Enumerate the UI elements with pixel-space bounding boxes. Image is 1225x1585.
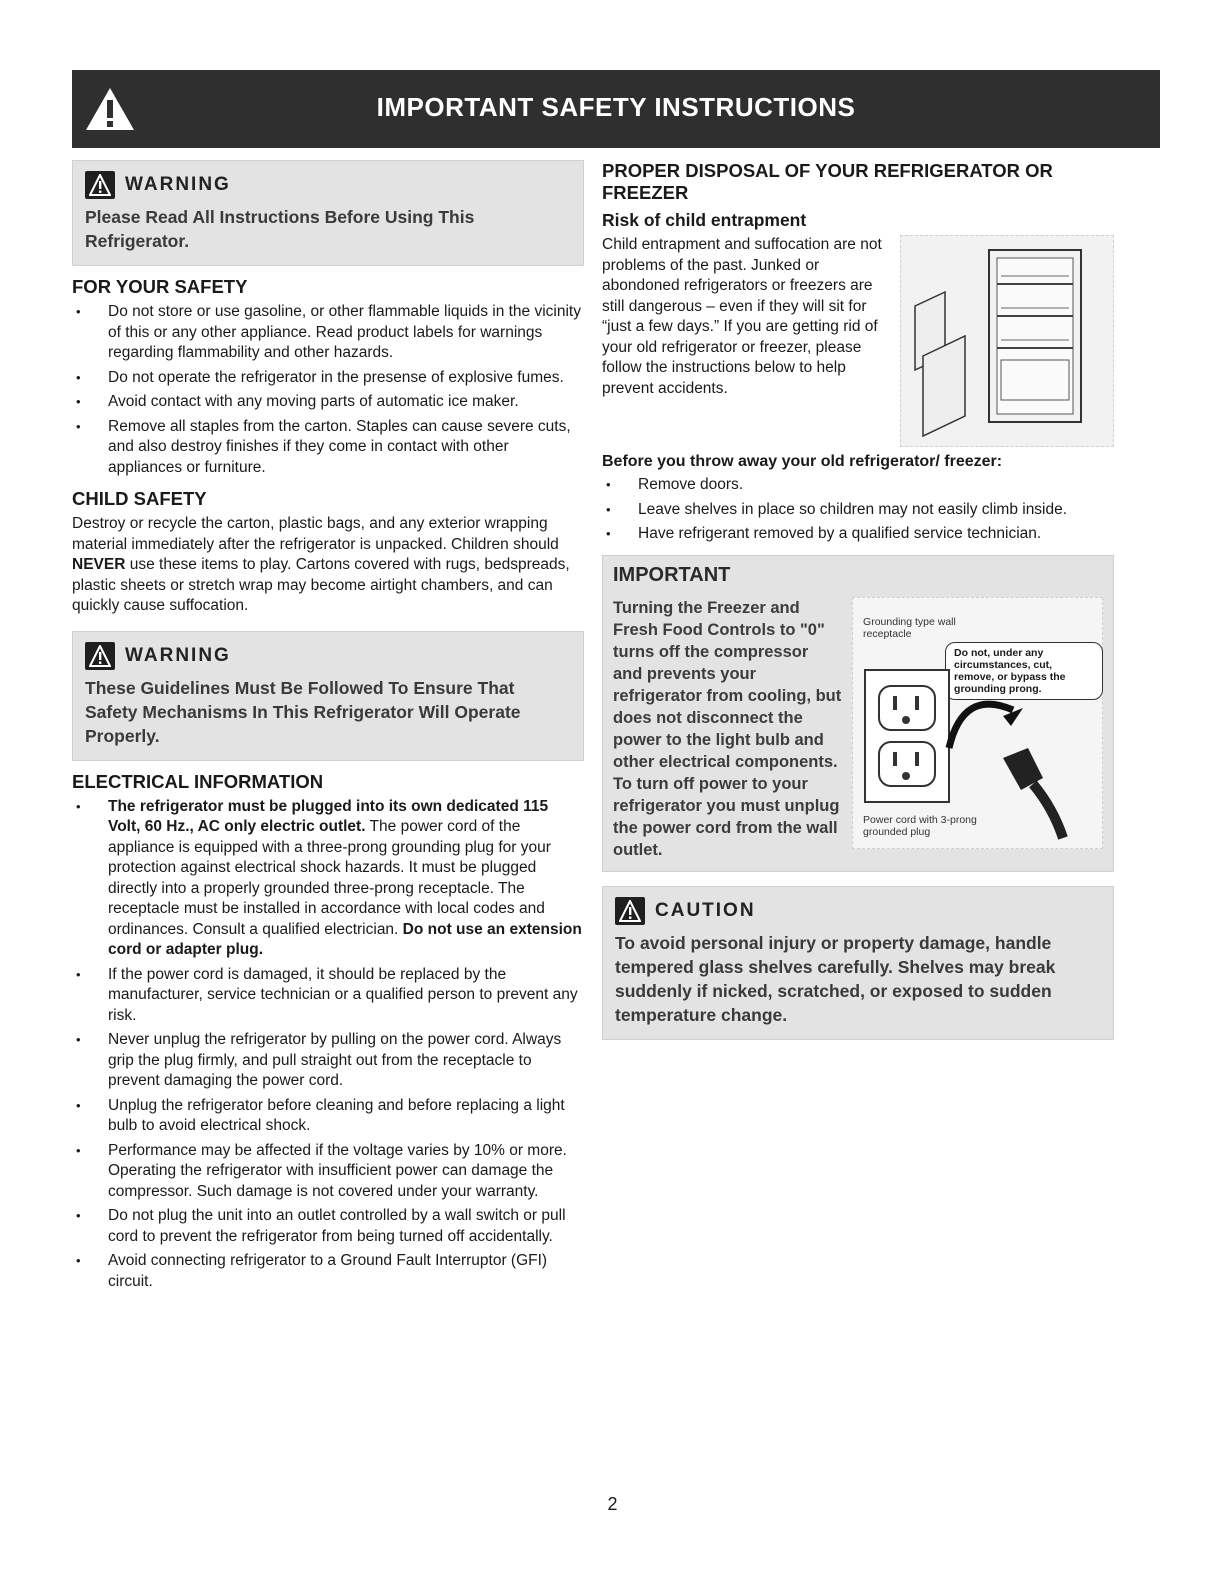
alert-icon <box>85 642 115 670</box>
child-safety-text: Destroy or recycle the carton, plastic bags, and any exterior wrapping material immediately after the refrigerator is unpacked. Children should NEVER use these items to play. Cartons covered with rugs, bedspreads, plastic sheets or stretch wrap may become airtight chambers, and can quickly cause suffocation. <box>72 515 570 614</box>
important-text: Turning the Freezer and Fresh Food Controls to "0" turns off the compressor and prevents your refrigerator from cooling, but does not disconnect the power to the light bulb and other electrical components. To turn off power to your refrigerator you must unplug the power cord from the wall outlet. <box>613 598 842 859</box>
right-column <box>602 160 1114 1050</box>
list-item: • Never unplug the refrigerator by pulling on the power cord. Always grip the plug firmly, and pull straight out from the receptacle to prevent damaging the power cord. <box>72 1030 584 1092</box>
warning-box-read-instructions <box>72 160 584 266</box>
banner-title: IMPORTANT SAFETY INSTRUCTIONS <box>376 92 856 122</box>
left-column <box>72 160 584 1296</box>
header-banner <box>72 70 1160 148</box>
list-item: • Unplug the refrigerator before cleaning and before replacing a light bulb to avoid electrical shock. <box>72 1096 584 1137</box>
your-safety-heading: FOR YOUR SAFETY <box>72 276 248 297</box>
before-heading: Before you throw away your old refrigerator/ freezer: <box>602 453 1003 470</box>
warning-box-guidelines <box>72 631 584 761</box>
list-item: • Remove doors. <box>602 475 1114 496</box>
outlet-illustration <box>852 597 1103 849</box>
disposal-list <box>602 475 1114 545</box>
outlet-plug-icon <box>853 598 1103 848</box>
receptacle-label: Grounding type wall receptacle <box>863 615 956 640</box>
disposal-heading: PROPER DISPOSAL OF YOUR REFRIGERATOR OR FREEZER <box>602 160 1053 203</box>
list-item: • Do not plug the unit into an outlet controlled by a wall switch or pull cord to prevent the refrigerator from being turned off accidentally. <box>72 1206 584 1247</box>
list-item: • Have refrigerant removed by a qualified service technician. <box>602 524 1114 545</box>
refrigerator-illustration <box>900 235 1114 447</box>
your-safety-list <box>72 302 584 478</box>
important-title: IMPORTANT <box>613 563 731 586</box>
warning-bubble: Do not, under any circumstances, cut, remove, or bypass the grounding prong. <box>945 642 1103 700</box>
list-item: • Performance may be affected if the voltage varies by 10% or more. Operating the refrigerator with insufficient power can damage the compressor. Such damage is not covered under your warranty. <box>72 1141 584 1203</box>
warning-label: WARNING <box>125 174 231 195</box>
caution-box <box>602 886 1114 1040</box>
list-item: • Remove all staples from the carton. Staples can cause severe cuts, and also destroy finishes if they come in contact with other appliances or furniture. <box>72 417 584 479</box>
warning-text: These Guidelines Must Be Followed To Ensure That Safety Mechanisms In This Refrigerator Will Operate Properly. <box>85 677 521 746</box>
list-item: • Do not store or use gasoline, or other flammable liquids in the vicinity of this or any other appliance. Read product labels for warnings regarding flammability and other hazards. <box>72 302 584 364</box>
list-item: • The refrigerator must be plugged into its own dedicated 115 Volt, 60 Hz., AC only electric outlet. The power cord of the appliance is equipped with a three-prong grounding plug for your protection against electrical shock hazards. It must be plugged directly into a properly grounded three-prong receptacle. The receptacle must be installed in accordance with local codes and ordinances. Consult a qualified electrician. Do not use an extension cord or adapter plug. <box>72 797 584 961</box>
list-item: • If the power cord is damaged, it should be replaced by the manufacturer, service technician or a qualified person to prevent any risk. <box>72 965 584 1027</box>
child-safety-heading: CHILD SAFETY <box>72 488 207 509</box>
entrapment-section <box>602 235 1114 447</box>
warning-text: Please Read All Instructions Before Using This Refrigerator. <box>85 207 475 251</box>
list-item: • Avoid contact with any moving parts of automatic ice maker. <box>72 392 584 413</box>
cord-label: Power cord with 3-prong grounded plug <box>863 813 977 838</box>
entrapment-subheading: Risk of child entrapment <box>602 210 807 230</box>
important-box <box>602 555 1114 872</box>
list-item: • Do not operate the refrigerator in the presense of explosive fumes. <box>72 368 584 389</box>
alert-icon <box>85 171 115 199</box>
page-number: 2 <box>607 1494 618 1514</box>
warning-label: WARNING <box>125 644 231 666</box>
electrical-list <box>72 797 584 1293</box>
alert-icon <box>615 897 645 925</box>
caution-text: To avoid personal injury or property damage, handle tempered glass shelves carefully. Shelves may break suddenly if nicked, scratched, or exposed to sudden temperature change. <box>615 932 1056 1025</box>
list-item: • Leave shelves in place so children may not easily climb inside. <box>602 500 1114 521</box>
electrical-heading: ELECTRICAL INFORMATION <box>72 770 324 792</box>
entrapment-text: Child entrapment and suffocation are not problems of the past. Junked or abondoned refrigerators or freezers are still dangerous – even if they will sit for “just a few days.” If you are getting rid of your old refrigerator or freezer, please follow the instructions below to help prevent accidents. <box>602 236 882 397</box>
list-item: • Avoid connecting refrigerator to a Ground Fault Interruptor (GFI) circuit. <box>72 1251 584 1292</box>
caution-label: CAUTION <box>655 899 756 921</box>
